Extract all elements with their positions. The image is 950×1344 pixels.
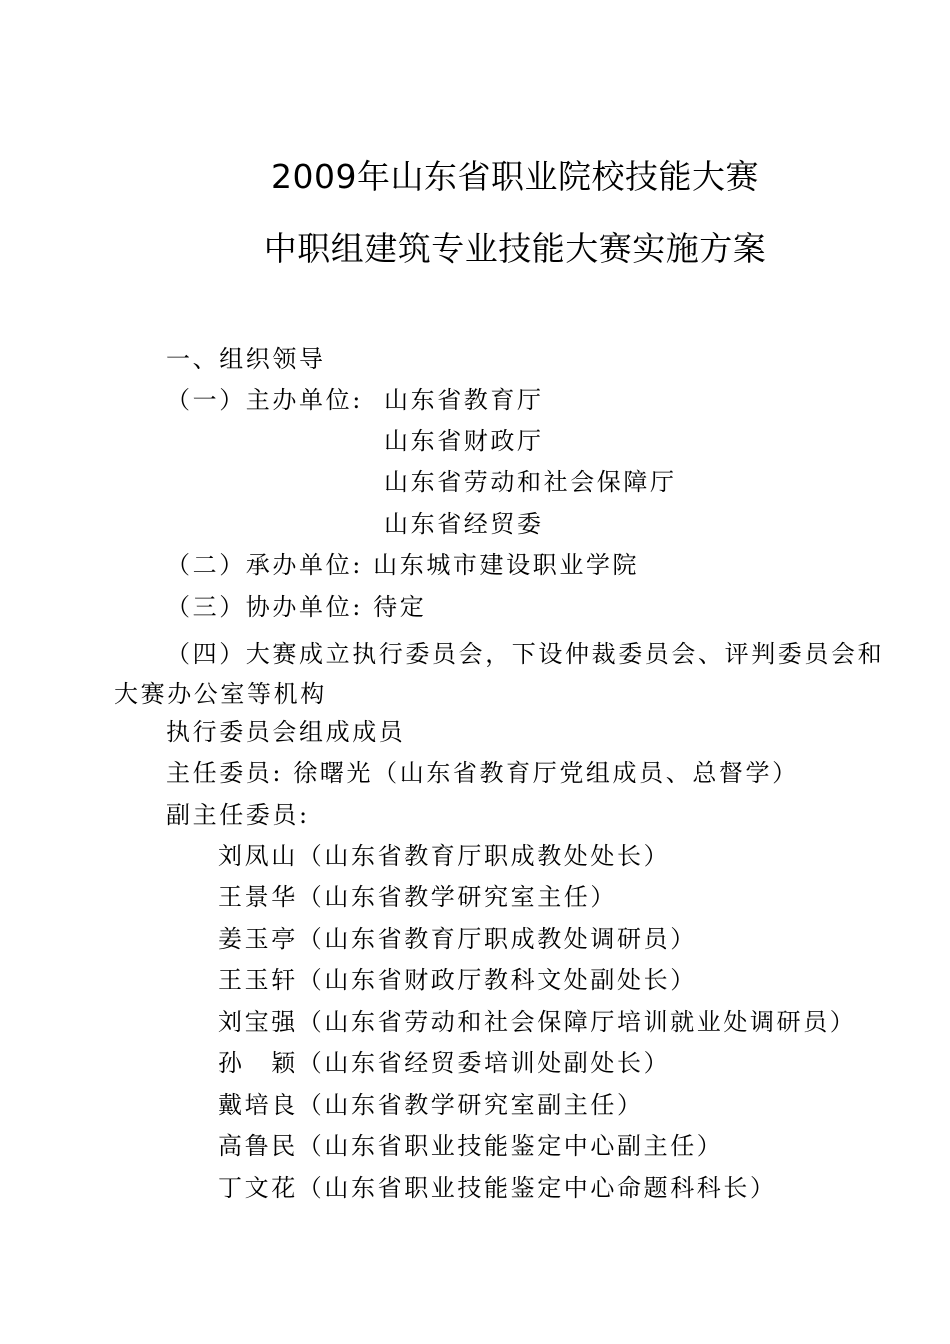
host-item: 山东省教育厅 [384, 386, 544, 414]
vice-director-item: 姜玉亭（山东省教育厅职成教处调研员） [218, 925, 697, 953]
vice-director-item: 王景华（山东省教学研究室主任） [218, 883, 617, 911]
vice-directors-label: 副主任委员: [166, 801, 310, 829]
host-item: 山东省财政厅 [384, 427, 544, 455]
section-heading-organization: 一、组织领导 [166, 345, 326, 373]
committee-paragraph-line1: （四）大赛成立执行委员会，下设仲裁委员会、评判委员会和 [166, 640, 885, 668]
exec-members-heading: 执行委员会组成成员 [166, 718, 406, 746]
vice-director-item: 丁文花（山东省职业技能鉴定中心命题科科长） [218, 1174, 777, 1202]
vice-director-item: 王玉轩（山东省财政厅教科文处副处长） [218, 966, 697, 994]
host-item: 山东省劳动和社会保障厅 [384, 468, 677, 496]
co-organizer-line: （三）协办单位: 待定 [166, 593, 427, 621]
vice-director-item: 刘凤山（山东省教育厅职成教处处长） [218, 842, 671, 870]
vice-director-item: 高鲁民（山东省职业技能鉴定中心副主任） [218, 1132, 724, 1160]
vice-director-item: 戴培良（山东省教学研究室副主任） [218, 1091, 644, 1119]
host-item: 山东省经贸委 [384, 510, 544, 538]
document-title-line1: 2009年山东省职业院校技能大赛 [271, 157, 759, 196]
document-title-line2: 中职组建筑专业技能大赛实施方案 [263, 229, 767, 268]
committee-paragraph-line2: 大赛办公室等机构 [114, 680, 327, 708]
host-label: （一）主办单位: [166, 386, 363, 414]
director-line: 主任委员: 徐曙光（山东省教育厅党组成员、总督学） [166, 759, 799, 787]
vice-director-item: 刘宝强（山东省劳动和社会保障厅培训就业处调研员） [218, 1008, 857, 1036]
vice-director-item: 孙 颖（山东省经贸委培训处副处长） [218, 1049, 671, 1077]
organizer-line: （二）承办单位: 山东城市建设职业学院 [166, 551, 640, 579]
